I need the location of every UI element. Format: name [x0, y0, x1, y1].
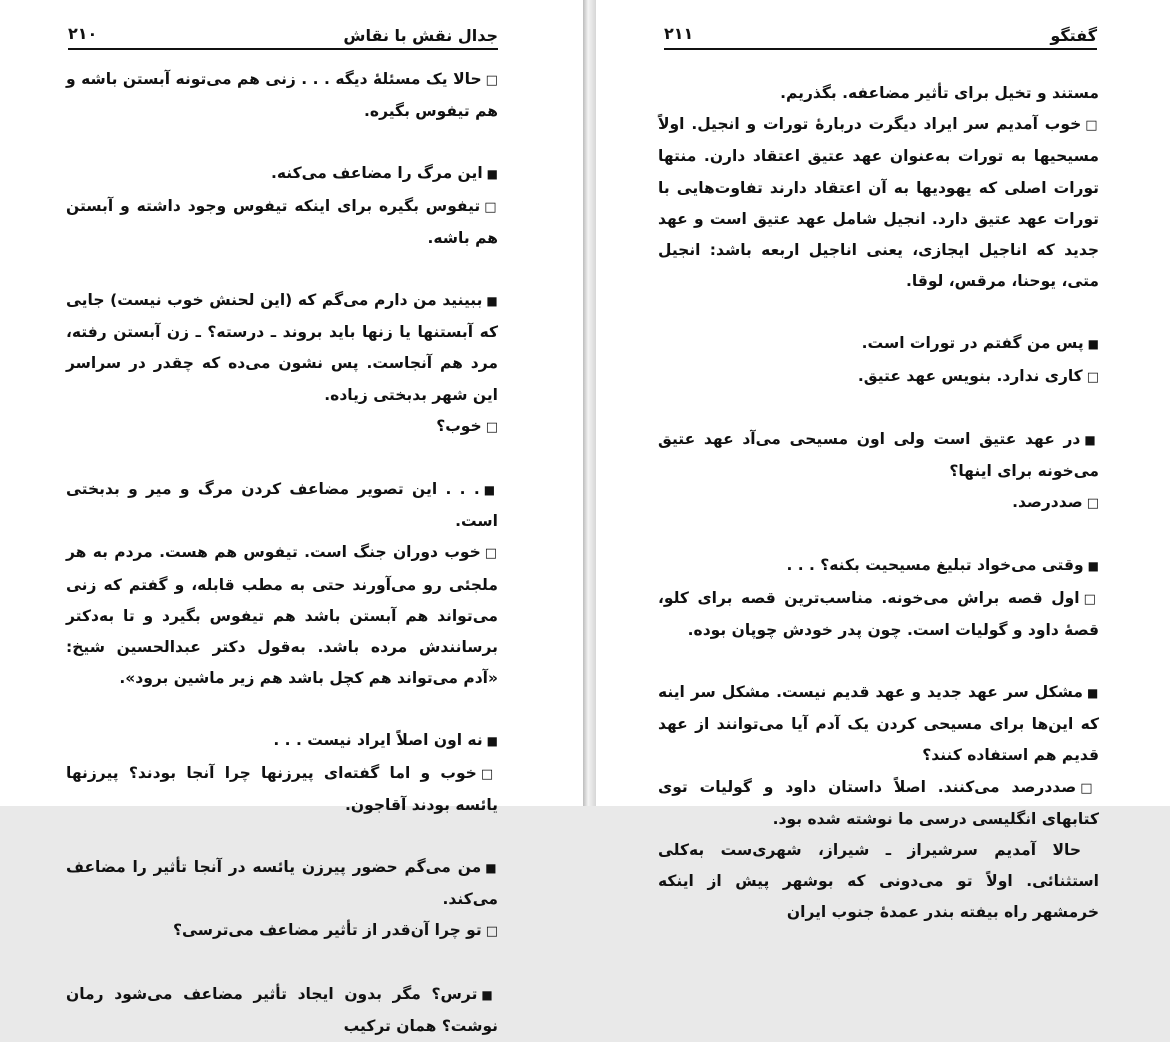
filled-square-marker: ■ — [485, 861, 498, 876]
filled-square-marker: ■ — [483, 483, 498, 498]
line-text: این مرگ را مضاعف می‌کنه. — [270, 164, 483, 183]
filled-square-marker: ■ — [1087, 559, 1099, 574]
filled-square-marker: ■ — [1084, 432, 1099, 447]
right-body-text — [658, 78, 1099, 929]
interviewer-line — [658, 424, 1099, 487]
paragraph-gap — [658, 297, 1099, 328]
line-text: ببینید من دارم می‌گم که (این لحنش خوب نیست) جایی که آبستنها یا زنها باید بروند ـ درسته؟ ـ زن آبستن رفته، مرد هم آنجاست. پس نشون می‌ده که چقدر در سراسر این شهر بدبختی زیاده. — [66, 291, 498, 404]
interviewer-line — [66, 474, 498, 537]
interviewer-line — [66, 285, 498, 411]
filled-square-marker: ■ — [486, 167, 498, 182]
book-gutter — [583, 0, 596, 806]
hollow-square-marker: □ — [1080, 780, 1099, 796]
right-page-header — [664, 22, 1097, 50]
line-text: کاری ندارد. بنویس عهد عتیق. — [857, 366, 1083, 385]
line-text: خوب دوران جنگ است. تیفوس هم هست. مردم به هر ملجئی رو می‌آورند حتی به مطب قابله، و گفتم که زنی می‌تواند هم آبستن باشد هم تیفوس بگیرد و تا به‌دکتر برسانندش مرده باشد. به‌قول دکتر عبدالحسین شیخ: «آدم می‌تواند هم کچل باشد هم زیر ماشین برود». — [66, 543, 498, 688]
author-line — [66, 64, 498, 127]
line-text: وقتی می‌خواد تبلیغ مسیحیت بکنه؟ . . . — [786, 556, 1084, 575]
line-text: صددرصد. — [1012, 493, 1083, 512]
paragraph-gap — [66, 821, 498, 852]
filled-square-marker: ■ — [486, 734, 498, 749]
hollow-square-marker: □ — [484, 199, 498, 215]
author-line — [66, 537, 498, 694]
line-text: حالا یک مسئلهٔ دیگه . . . زنی هم می‌تونه آبستن باشه و هم تیفوس بگیره. — [66, 70, 498, 121]
left-header-title: جدال نقش با نقاش — [343, 26, 498, 45]
author-line — [658, 109, 1099, 297]
line-text: ترس؟ مگر بدون ایجاد تأثیر مضاعف می‌شود رمان نوشت؟ همان ترکیب — [66, 984, 498, 1035]
right-page — [596, 0, 1170, 922]
paragraph-gap — [66, 443, 498, 474]
paragraph-gap — [66, 694, 498, 725]
paragraph-gap — [658, 519, 1099, 550]
line-text: نه اون اصلاً ایراد نیست . . . — [273, 731, 483, 750]
author-line — [66, 191, 498, 254]
line-text: پس من گفتم در تورات است. — [861, 334, 1084, 353]
interviewer-line — [658, 677, 1099, 772]
line-text: خوب آمدیم سر ایراد دیگرت دربارهٔ تورات و انجیل. اولاً مسیحیها به تورات به‌عنوان عهد عتیق اعتقاد دارن. منتها تورات اصلی که یهودیها به آن اعتقاد دارند تفاوت‌هایی با تورات عهد عتیق دارد. انجیل شامل عهد عتیق است و عهد جدید که اناجیل ایجازی، یعنی اناجیل اربعه باشد: انجیل متی، یوحنا، مرقس، لوقا. — [658, 115, 1099, 291]
line-text: مستند و تخیل برای تأثیر مضاعفه. بگذریم. — [780, 84, 1099, 102]
right-page-number: ۲۱۱ — [664, 24, 694, 43]
right-header-title: گفتگو — [1050, 26, 1097, 45]
author-line — [658, 583, 1099, 646]
hollow-square-marker: □ — [480, 766, 498, 782]
hollow-square-marker: □ — [1086, 496, 1099, 512]
interviewer-line — [66, 158, 498, 190]
hollow-square-marker: □ — [485, 924, 498, 940]
paragraph-gap — [66, 948, 498, 979]
author-line — [658, 772, 1099, 835]
left-page-header — [68, 22, 498, 50]
filled-square-marker: ■ — [486, 294, 498, 309]
line-text: مشکل سر عهد جدید و عهد قدیم نیست. مشکل سر اینه که این‌ها برای مسیحی کردن یک آدم آیا می‌توانند از عهد قدیم هم استفاده کنند؟ — [658, 683, 1099, 765]
line-text: تو چرا آن‌قدر از تأثیر مضاعف می‌ترسی؟ — [173, 921, 482, 940]
left-body-text — [66, 64, 498, 1042]
author-line — [66, 915, 498, 947]
author-line — [658, 487, 1099, 519]
paragraph-gap — [66, 127, 498, 158]
hollow-square-marker: □ — [485, 419, 498, 435]
interviewer-line — [66, 852, 498, 915]
interviewer-line — [66, 725, 498, 757]
left-page-number: ۲۱۰ — [68, 24, 98, 43]
narration-line — [658, 835, 1099, 929]
line-text: در عهد عتیق است ولی اون مسیحی می‌آد عهد عتیق می‌خونه برای اینها؟ — [658, 429, 1099, 481]
hollow-square-marker: □ — [1085, 118, 1099, 134]
left-page — [0, 0, 583, 1035]
line-text: حالا آمدیم سرشیراز ـ شیراز، شهری‌ست به‌کلی استثنائی. اولاً تو می‌دونی که بوشهر پیش از اینکه خرمشهر راه بیفته بندر عمدهٔ جنوب ایران — [658, 841, 1099, 922]
filled-square-marker: ■ — [481, 987, 498, 1002]
interviewer-line — [66, 979, 498, 1042]
author-line — [658, 361, 1099, 393]
hollow-square-marker: □ — [1086, 369, 1099, 385]
filled-square-marker: ■ — [1087, 337, 1099, 352]
line-text: من می‌گم حضور پیرزن یائسه در آنجا تأثیر را مضاعف می‌کند. — [66, 858, 498, 909]
paragraph-gap — [66, 254, 498, 285]
line-text: صددرصد می‌کنند. اصلاً داستان داود و گولیات توی کتابهای انگلیسی درسی ما نوشته شده بود. — [658, 777, 1099, 828]
line-text: اول قصه براش می‌خونه. مناسب‌ترین قصه برای کلو، قصهٔ داود و گولیات است. چون پدر خودش چوپان بوده. — [658, 588, 1099, 639]
author-line — [66, 411, 498, 443]
hollow-square-marker: □ — [484, 546, 498, 562]
line-text: خوب؟ — [436, 416, 482, 435]
paragraph-gap — [658, 393, 1099, 424]
narration-line — [658, 78, 1099, 109]
line-text: خوب و اما گفته‌ای پیرزنها چرا آنجا بودند؟ پیرزنها یائسه بودند آقاجون. — [66, 763, 498, 814]
hollow-square-marker: □ — [485, 73, 498, 88]
interviewer-line — [658, 328, 1099, 360]
hollow-square-marker: □ — [1083, 591, 1099, 607]
line-text: تیفوس بگیره برای اینکه تیفوس وجود داشته و آبستن هم باشه. — [66, 196, 498, 247]
line-text: . . . این تصویر مضاعف کردن مرگ و میر و بدبختی است. — [66, 480, 498, 531]
author-line — [66, 758, 498, 821]
filled-square-marker: ■ — [1087, 686, 1099, 701]
interviewer-line — [658, 550, 1099, 582]
paragraph-gap — [658, 646, 1099, 677]
